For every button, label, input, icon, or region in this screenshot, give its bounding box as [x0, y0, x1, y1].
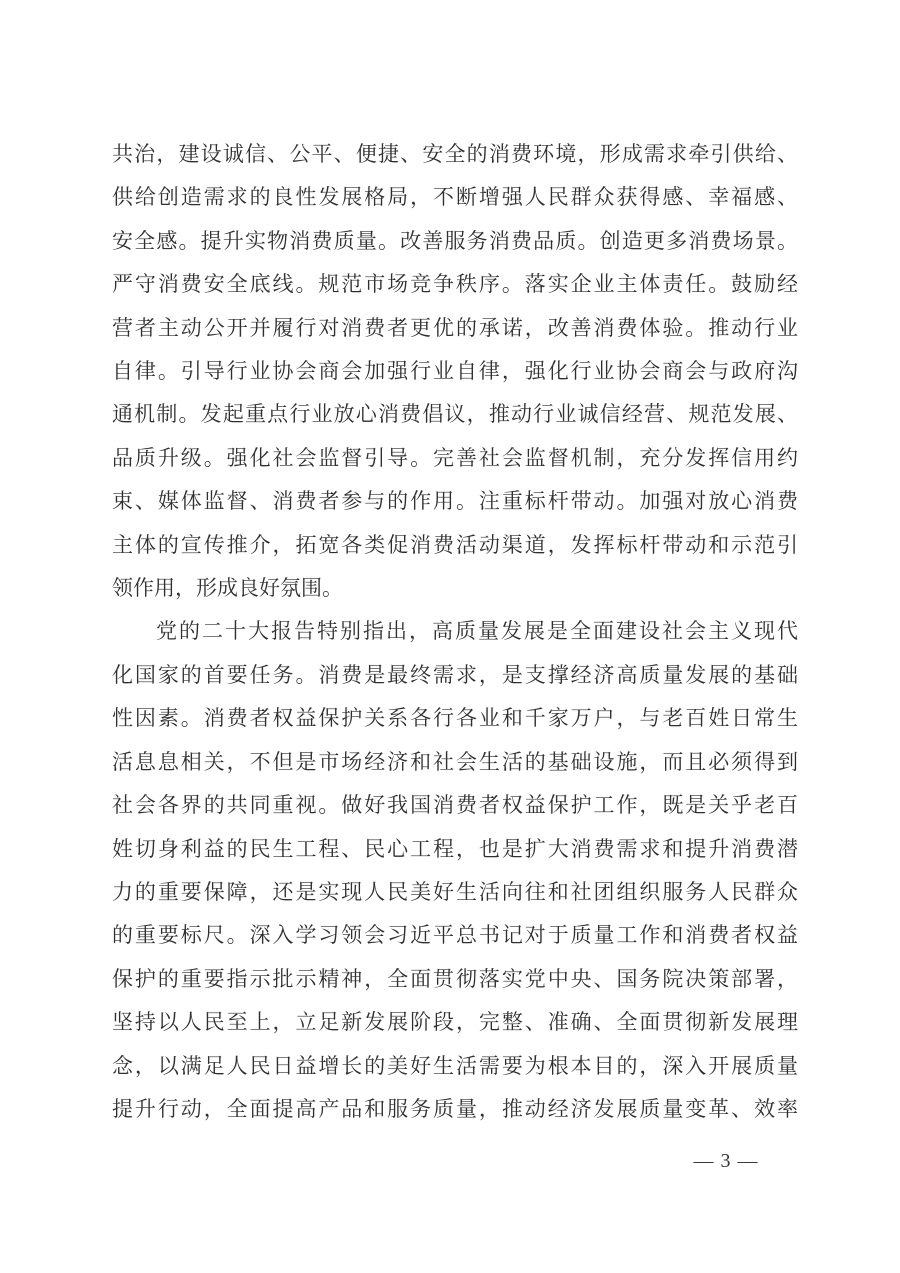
text-line: 性因素。消费者权益保护关系各行各业和千家万户，与老百姓日常生	[112, 706, 798, 731]
body-text	[112, 133, 798, 1131]
text-line: 坚持以人民至上，立足新发展阶段，完整、准确、全面贯彻新发展理	[112, 1010, 798, 1035]
text-line: 自律。引导行业协会商会加强行业自律，强化行业协会商会与政府沟	[112, 359, 798, 384]
text-line: 领作用，形成良好氛围。	[112, 576, 343, 601]
text-line: 供给创造需求的良性发展格局，不断增强人民群众获得感、幸福感、	[112, 185, 798, 210]
text-line: 共治，建设诚信、公平、便捷、安全的消费环境，形成需求牵引供给、	[112, 142, 798, 166]
text-line: 念，以满足人民日益增长的美好生活需要为根本目的，深入开展质量	[112, 1053, 798, 1078]
text-line: 安全感。提升实物消费质量。改善服务消费品质。创造更多消费场景。	[112, 228, 798, 253]
text-line: 保护的重要指示批示精神，全面贯彻落实党中央、国务院决策部署，	[112, 966, 798, 991]
paragraph-1	[112, 133, 798, 610]
text-line: 严守消费安全底线。规范市场竞争秩序。落实企业主体责任。鼓励经	[112, 272, 798, 297]
text-line: 活息息相关，不但是市场经济和社会生活的基础设施，而且必须得到	[112, 749, 798, 774]
text-line: 社会各界的共同重视。做好我国消费者权益保护工作，既是关乎老百	[112, 793, 798, 818]
text-line: 主体的宣传推介，拓宽各类促消费活动渠道，发挥标杆带动和示范引	[112, 532, 798, 557]
text-line: 束、媒体监督、消费者参与的作用。注重标杆带动。加强对放心消费	[112, 489, 798, 514]
text-line: 提升行动，全面提高产品和服务质量，推动经济发展质量变革、效率	[112, 1096, 798, 1121]
text-line: 通机制。发起重点行业放心消费倡议，推动行业诚信经营、规范发展、	[112, 402, 798, 427]
page-number: — 3 —	[693, 1150, 759, 1172]
text-line: 力的重要保障，还是实现人民美好生活向往和社团组织服务人民群众	[112, 879, 798, 904]
text-line: 化国家的首要任务。消费是最终需求，是支撑经济高质量发展的基础	[112, 662, 798, 687]
text-line: 的重要标尺。深入学习领会习近平总书记对于质量工作和消费者权益	[112, 923, 798, 948]
text-line: 姓切身利益的民生工程、民心工程，也是扩大消费需求和提升消费潜	[112, 836, 798, 861]
text-line: 品质升级。强化社会监督引导。完善社会监督机制，充分发挥信用约	[112, 445, 798, 470]
text-line: 营者主动公开并履行对消费者更优的承诺，改善消费体验。推动行业	[112, 315, 798, 340]
text-line: 党的二十大报告特别指出，高质量发展是全面建设社会主义现代	[156, 619, 798, 644]
paragraph-2	[112, 610, 798, 1131]
